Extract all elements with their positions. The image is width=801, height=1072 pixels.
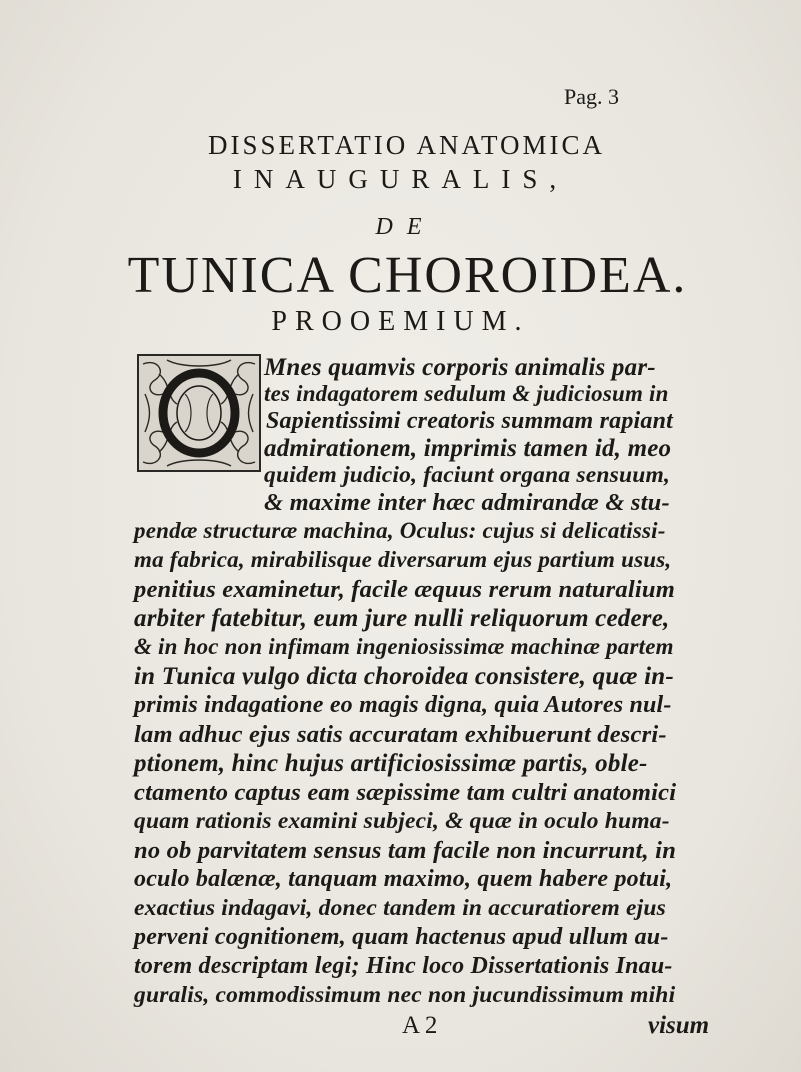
text-line-13: primis indagatione eo magis digna, quia Autores nul-: [134, 692, 672, 718]
text-line-19: oculo balænæ, tanquam maximo, quem habere potui,: [134, 866, 673, 892]
text-line-22: torem descriptam legi; Hinc loco Dissertationis Inau-: [134, 953, 673, 979]
text-line-4: admirationem, imprimis tamen id, meo: [264, 435, 672, 462]
title-dissertatio: DISSERTATIO ANATOMICA: [208, 130, 605, 160]
page-number: Pag. 3: [564, 84, 619, 109]
catchword: visum: [648, 1012, 710, 1039]
text-line-9: penitius examinetur, facile æquus rerum naturalium: [134, 576, 675, 603]
text-line-17: quam rationis examini subjeci, & quæ in oculo huma-: [134, 808, 670, 834]
text-line-14: lam adhuc ejus satis accuratam exhibuerunt descri-: [134, 721, 667, 748]
title-prooemium: PROOEMIUM.: [271, 306, 530, 337]
title-inauguralis: INAUGURALIS,: [232, 164, 569, 194]
text-line-23: guralis, commodissimum nec non jucundissimum mihi: [134, 982, 676, 1008]
text-line-11: & in hoc non infimam ingeniosissimæ machinæ partem: [134, 634, 674, 659]
text-line-7: pendæ structuræ machina, Oculus: cujus si delicatissi-: [134, 518, 666, 543]
text-line-15: ptionem, hinc hujus artificiosissimæ partis, oble-: [134, 750, 648, 777]
text-line-1: Mnes quamvis corporis animalis par-: [264, 354, 656, 381]
text-line-5: quidem judicio, faciunt organa sensuum,: [264, 462, 671, 488]
text-line-21: perveni cognitionem, quam hactenus apud ullum au-: [134, 924, 669, 950]
text-line-8: ma fabrica, mirabilisque diversarum ejus partium usus,: [134, 547, 672, 572]
title-de: DE: [375, 214, 436, 240]
text-line-16: ctamento captus eam sæpissime tam cultri anatomici: [134, 779, 677, 806]
title-tunica-choroidea: TUNICA CHOROIDEA.: [127, 247, 688, 304]
ornamental-dropcap-icon: [137, 354, 261, 472]
text-line-10: arbiter fatebitur, eum jure nulli reliquorum cedere,: [134, 605, 670, 632]
signature-mark: A 2: [402, 1012, 438, 1039]
text-line-6: & maxime inter hæc admirandæ & stu-: [264, 489, 670, 516]
text-line-3: Sapientissimi creatoris summam rapiant: [266, 408, 674, 434]
text-line-12: in Tunica vulgo dicta choroidea consistere, quæ in-: [134, 663, 674, 690]
text-line-2: tes indagatorem sedulum & judiciosum in: [264, 381, 669, 406]
text-line-18: no ob parvitatem sensus tam facile non incurrunt, in: [134, 837, 677, 864]
text-line-20: exactius indagavi, donec tandem in accuratiorem ejus: [134, 895, 666, 921]
